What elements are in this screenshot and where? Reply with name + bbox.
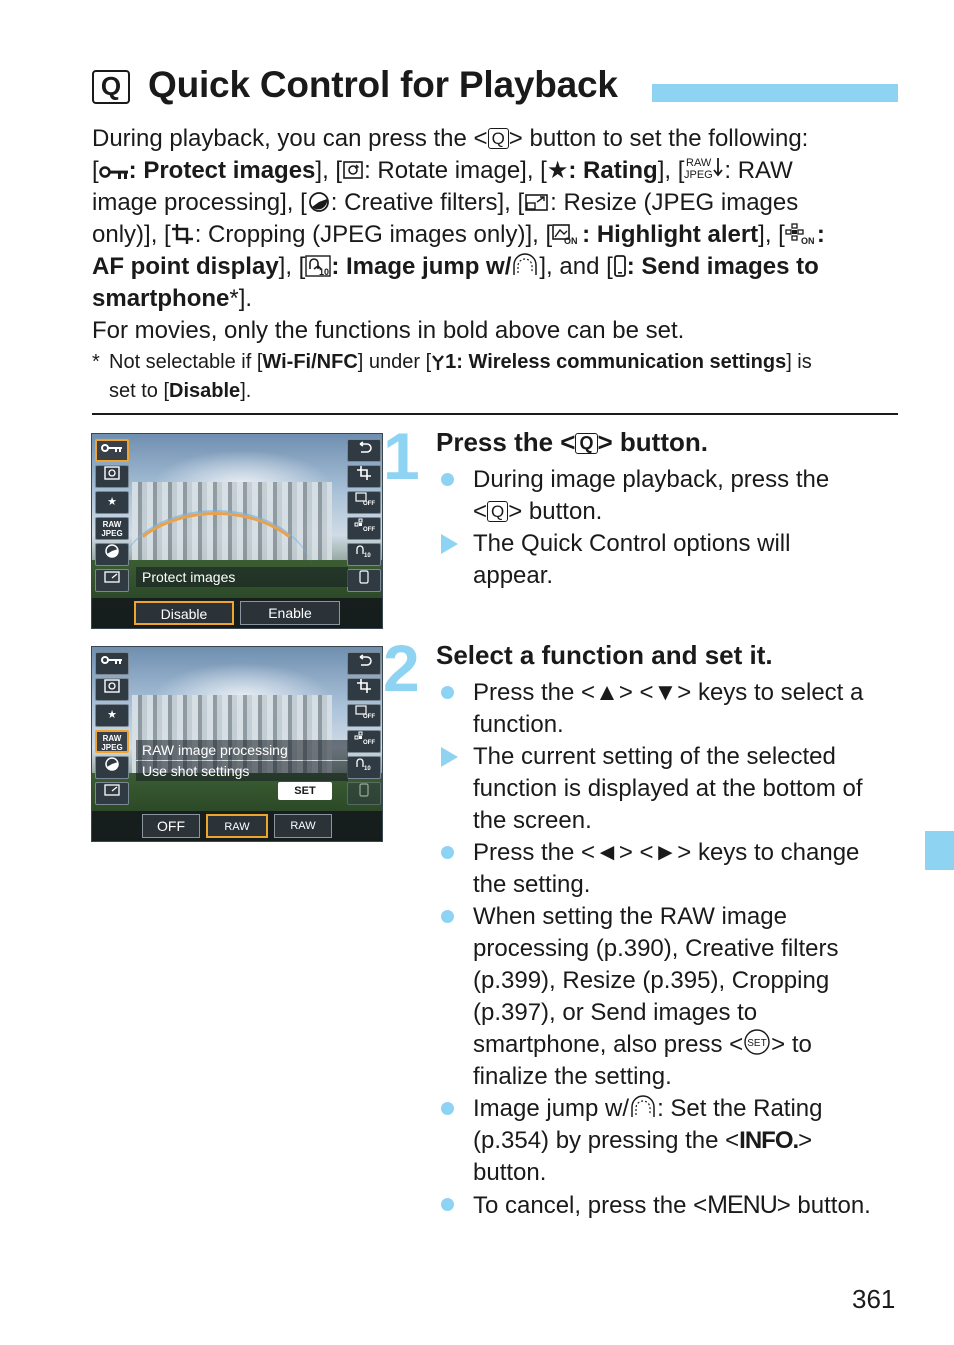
return-tile[interactable] xyxy=(347,439,381,462)
svg-text:JPEG: JPEG xyxy=(684,169,714,181)
creative-filter-tile[interactable] xyxy=(95,543,129,566)
rotate-tile[interactable] xyxy=(95,465,129,488)
highlight-alert-tile[interactable] xyxy=(347,491,381,514)
step-2-title: Select a function and set it. xyxy=(436,640,773,670)
creative-filters-icon xyxy=(105,544,119,558)
rating-tile[interactable]: ★ xyxy=(95,704,129,727)
step-2-bullet-3: When setting the RAW image processing (p.390), Creative filters (p.399), Resize (p.395), Cropping (p.397), or Send images to smartphone, also press < SET > to finalize the setting. xyxy=(441,901,901,1093)
key-icon xyxy=(101,654,123,666)
image-jump-tile[interactable] xyxy=(347,543,381,566)
creative-filters-icon xyxy=(105,757,119,771)
right-function-column xyxy=(344,649,382,805)
intro-line-4: only)], [ : Cropping (JPEG images only)], [ ON : Highlight alert], [ ON : xyxy=(92,221,825,248)
screen-caption-value: Use shot settings xyxy=(136,761,348,781)
intro-line-7: For movies, only the functions in bold above can be set. xyxy=(92,317,685,344)
camera-screen-raw-processing xyxy=(91,646,383,842)
rotate-tile[interactable] xyxy=(95,678,129,701)
q-button-glyph: Q xyxy=(488,128,509,149)
intro-line-2: [ : Protect images], [ : Rotate image], [★: Rating], [ RAW JPEG : RAW xyxy=(92,157,793,184)
image-jump-icon xyxy=(355,544,373,558)
highlight-alert-icon xyxy=(355,705,373,719)
svg-text:10: 10 xyxy=(364,553,371,559)
step-2-bullet-1: Press the <▲> <▼> keys to select a function. xyxy=(441,677,901,741)
screen-caption-title: RAW image processing xyxy=(136,740,348,760)
crop-icon xyxy=(357,466,371,480)
footnote: * Not selectable if [Wi-Fi/NFC] under [ 1: Wireless communication settings] is set to [Disable]. xyxy=(92,351,812,402)
raw-processing-tile[interactable]: RAW JPEG xyxy=(95,730,129,753)
step-2-number: 2 xyxy=(383,631,420,705)
crop-tile[interactable] xyxy=(347,465,381,488)
step-2-bullet-4: Image jump w/ : Set the Rating (p.354) by pressing the <INFO.> button. xyxy=(441,1093,901,1189)
highlight-alert-icon xyxy=(552,223,582,245)
option-raw-custom[interactable]: RAW xyxy=(274,814,332,838)
page-title: Quick Control for Playback xyxy=(148,64,618,105)
return-icon xyxy=(356,654,372,666)
svg-text:RAW: RAW xyxy=(686,157,712,169)
send-smartphone-tile[interactable] xyxy=(347,569,381,592)
intro-line-6: smartphone*]. xyxy=(92,285,253,312)
bullet-dot-icon xyxy=(441,846,454,859)
svg-text:10: 10 xyxy=(364,766,371,772)
info-button-glyph: INFO. xyxy=(739,1127,799,1154)
page-number: 361 xyxy=(852,1284,896,1314)
svg-text:10: 10 xyxy=(319,267,330,277)
svg-text:OFF: OFF xyxy=(363,501,375,507)
option-disable[interactable]: Disable xyxy=(134,601,234,625)
result-arrow-icon xyxy=(441,534,458,554)
protect-tile[interactable] xyxy=(95,439,129,462)
resize-icon xyxy=(104,784,120,796)
af-point-display-icon xyxy=(355,518,373,532)
af-point-display-icon xyxy=(785,223,817,245)
af-point-tile[interactable] xyxy=(347,517,381,540)
creative-filters-icon xyxy=(307,191,331,213)
rotate-image-icon xyxy=(104,466,120,480)
option-raw-shot-settings[interactable]: RAW xyxy=(206,814,268,838)
chapter-tab xyxy=(925,831,954,870)
quick-control-key-icon: Q xyxy=(92,70,130,104)
image-jump-icon xyxy=(305,255,331,277)
image-jump-icon xyxy=(355,757,373,771)
rotate-image-icon xyxy=(104,679,120,693)
crop-icon xyxy=(171,223,195,245)
step-1-number: 1 xyxy=(383,419,420,493)
resize-tile[interactable] xyxy=(95,782,129,805)
section-divider xyxy=(92,413,898,415)
svg-text:OFF: OFF xyxy=(363,714,375,720)
rating-dial-icon xyxy=(629,1095,657,1119)
result-arrow-icon xyxy=(441,747,458,767)
image-jump-tile[interactable] xyxy=(347,756,381,779)
return-tile[interactable] xyxy=(347,652,381,675)
intro-paragraph xyxy=(92,123,904,347)
option-off[interactable]: OFF xyxy=(142,814,200,838)
step-2-bullet-2: Press the <◄> <►> keys to change the setting. xyxy=(441,837,901,901)
set-button-chip: SET xyxy=(278,782,332,800)
resize-tile[interactable] xyxy=(95,569,129,592)
smartphone-icon xyxy=(359,570,369,584)
crop-icon xyxy=(357,679,371,693)
af-point-display-icon xyxy=(355,731,373,745)
svg-text:OFF: OFF xyxy=(363,527,375,533)
svg-text:OFF: OFF xyxy=(363,740,375,746)
rotate-image-icon xyxy=(342,159,364,181)
svg-text:ON: ON xyxy=(564,236,578,246)
bullet-dot-icon xyxy=(441,1102,454,1115)
left-function-column xyxy=(92,649,132,805)
setting-options-bar xyxy=(92,811,382,841)
send-smartphone-tile[interactable] xyxy=(347,782,381,805)
highlight-alert-tile[interactable] xyxy=(347,704,381,727)
q-button-glyph: Q xyxy=(575,433,597,454)
creative-filter-tile[interactable] xyxy=(95,756,129,779)
right-function-column xyxy=(344,436,382,592)
svg-text:ON: ON xyxy=(800,236,815,246)
step-1-title: Press the < Q > button. xyxy=(436,427,708,457)
set-button-icon xyxy=(743,1029,771,1055)
return-icon xyxy=(356,441,372,453)
menu-button-glyph: MENU xyxy=(707,1191,777,1219)
resize-icon xyxy=(524,191,550,213)
heading-accent-bar xyxy=(652,84,898,102)
af-point-tile[interactable] xyxy=(347,730,381,753)
bullet-dot-icon xyxy=(441,1198,454,1211)
raw-jpeg-icon xyxy=(684,155,724,181)
rating-tile[interactable]: ★ xyxy=(95,491,129,514)
camera-screen-protect xyxy=(91,433,383,629)
bullet-dot-icon xyxy=(441,473,454,486)
key-icon xyxy=(101,442,123,454)
option-enable[interactable]: Enable xyxy=(240,601,340,625)
setting-options-bar xyxy=(92,598,382,628)
resize-icon xyxy=(104,571,120,583)
smartphone-icon xyxy=(613,255,627,277)
raw-processing-tile[interactable]: RAW JPEG xyxy=(95,517,129,540)
screen-caption: Protect images xyxy=(136,567,348,587)
svg-text:SET: SET xyxy=(747,1038,767,1049)
step-2-result: The current setting of the selected function is displayed at the bottom of the screen. xyxy=(441,741,901,837)
wireless-setup-icon xyxy=(431,353,445,371)
highlight-alert-icon xyxy=(355,492,373,506)
intro-line-1: During playback, you can press the < Q > button to set the following: xyxy=(92,125,809,152)
rating-dial-icon xyxy=(511,253,539,277)
bullet-dot-icon xyxy=(441,910,454,923)
q-button-glyph: Q xyxy=(487,501,508,522)
intro-line-3: image processing], [ : Creative filters], [ : Resize (JPEG images xyxy=(92,189,799,216)
protect-tile[interactable] xyxy=(95,652,129,675)
step-2-bullet-5: To cancel, press the <MENU> button. xyxy=(441,1189,911,1222)
left-function-column xyxy=(92,436,132,592)
step-1-bullet-1: During image playback, press the < Q > button. xyxy=(441,464,881,528)
key-icon xyxy=(99,163,129,181)
bullet-dot-icon xyxy=(441,686,454,699)
crop-tile[interactable] xyxy=(347,678,381,701)
step-1-result: The Quick Control options will appear. xyxy=(441,528,881,592)
smartphone-icon xyxy=(359,783,369,797)
intro-line-5: AF point display], [ 10 : Image jump w/ ], and [ : Send images to xyxy=(92,253,819,280)
